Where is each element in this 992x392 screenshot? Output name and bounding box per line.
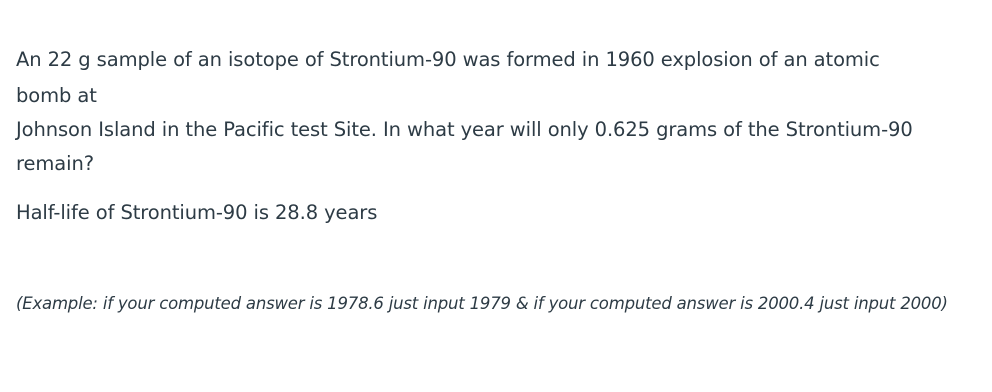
rounding-example-note: (Example: if your computed answer is 1978.6 just input 1979 & if your computed answer is 2000.4 just input 2000) <box>16 294 948 313</box>
half-life-statement: Half-life of Strontium-90 is 28.8 years <box>16 201 378 224</box>
question-line-3: Johnson Island in the Pacific test Site. In what year will only 0.625 grams of the Strontium-90 <box>16 118 913 141</box>
question-line-1: An 22 g sample of an isotope of Strontium-90 was formed in 1960 explosion of an atomic <box>16 48 880 71</box>
question-line-4: remain? <box>16 152 94 175</box>
question-line-2: bomb at <box>16 84 97 107</box>
